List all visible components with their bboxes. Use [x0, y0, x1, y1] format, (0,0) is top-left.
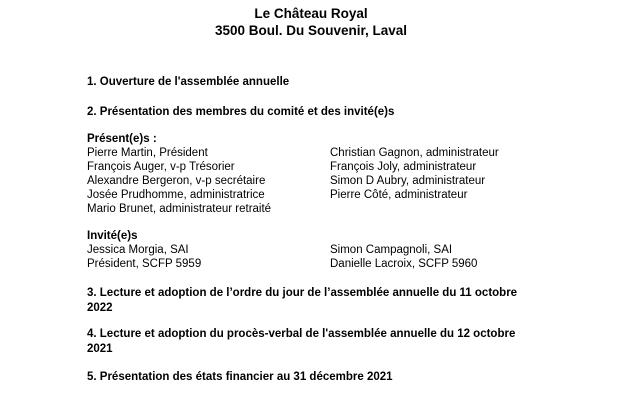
agenda-item-2: 2. Présentation des membres du comité et des invité(e)s: [87, 106, 395, 118]
venue-address: 3500 Boul. Du Souvenir, Laval: [214, 23, 408, 38]
present-member: Pierre Côté, administrateur: [330, 189, 468, 201]
guest: Simon Campagnoli, SAI: [330, 244, 453, 256]
agenda-item-4: 4. Lecture et adoption du procès-verbal de l'assemblée annuelle du 12 octobre 2021: [87, 328, 516, 355]
guest: Jessica Morgia, SAI: [87, 244, 189, 256]
guests-heading: Invité(e)s: [87, 230, 138, 242]
guests-right-list: [330, 243, 477, 271]
present-member: Pierre Martin, Président: [87, 147, 208, 159]
present-right-list: [330, 146, 499, 202]
document-header: [0, 5, 622, 39]
present-member: Christian Gagnon, administrateur: [330, 147, 499, 159]
agenda-item-5: 5. Présentation des états financier au 31 décembre 2021: [87, 371, 393, 383]
agenda-item-1: 1. Ouverture de l'assemblée annuelle: [87, 76, 290, 88]
present-member: François Joly, administrateur: [330, 161, 477, 173]
present-heading: Présent(e)s :: [87, 133, 157, 145]
guest: Danielle Lacroix, SCFP 5960: [330, 258, 478, 270]
agenda-item-3: 3. Lecture et adoption de l’ordre du jour de l’assemblée annuelle du 11 octobre 2022: [87, 287, 518, 314]
venue-name: Le Château Royal: [254, 6, 368, 21]
present-left-list: [87, 146, 271, 216]
present-member: Simon D Aubry, administrateur: [330, 175, 486, 187]
present-member: Josée Prudhomme, administratrice: [87, 189, 265, 201]
guest: Président, SCFP 5959: [87, 258, 202, 270]
present-member: Alexandre Bergeron, v-p secrétaire: [87, 175, 266, 187]
present-member: François Auger, v-p Trésorier: [87, 161, 235, 173]
present-member: Mario Brunet, administrateur retraité: [87, 203, 272, 215]
guests-left-list: [87, 243, 201, 271]
